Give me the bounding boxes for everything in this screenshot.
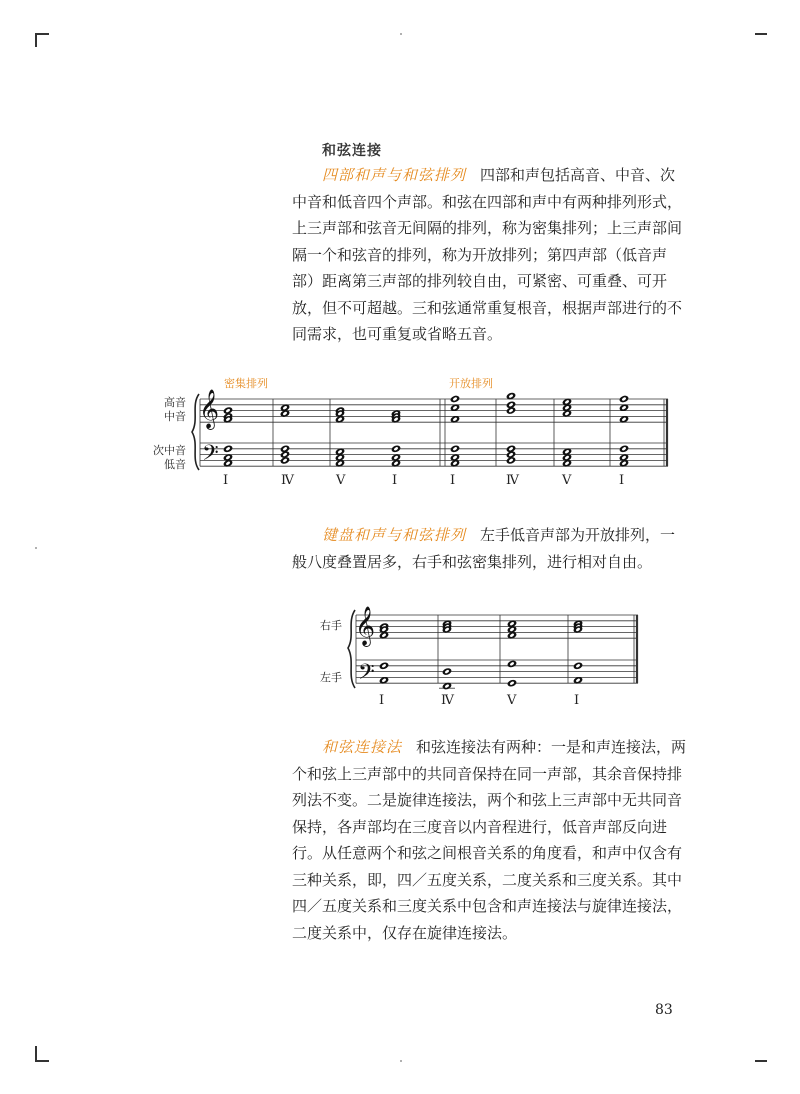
label-open-position: 开放排列 xyxy=(449,377,493,390)
roman-numeral: I xyxy=(392,473,398,488)
bar-lines xyxy=(356,615,637,683)
term-keyboard-harmony: 键盘和声与和弦排列 xyxy=(322,526,467,544)
term-four-part-harmony: 四部和声与和弦排列 xyxy=(322,166,467,184)
staff-lines xyxy=(356,615,638,683)
note-head xyxy=(442,667,453,676)
note-head xyxy=(573,661,584,670)
bass-clef-icon: 𝄢 xyxy=(358,660,375,690)
note-head xyxy=(379,661,390,670)
note-head xyxy=(507,659,518,668)
roman-numeral: I xyxy=(450,473,456,488)
term-chord-connection: 和弦连接法 xyxy=(322,738,403,756)
roman-numeral: I xyxy=(619,473,625,488)
paragraph-chord-connection xyxy=(292,734,688,946)
voice-label-soprano: 高音 xyxy=(164,396,186,409)
note-head xyxy=(507,679,518,688)
paragraph-text: 左手低音声部为开放排列，一般八度叠置居多，右手和弦密集排列，进行相对自由。 xyxy=(292,526,676,571)
note-heads xyxy=(379,619,584,690)
voice-label-right-hand: 右手 xyxy=(320,619,342,632)
label-close-position: 密集排列 xyxy=(224,377,268,390)
roman-numeral: I xyxy=(379,693,385,708)
voice-label-bass: 低音 xyxy=(164,458,186,471)
roman-numeral: Ⅳ xyxy=(281,473,294,488)
brace-icon xyxy=(348,610,355,688)
treble-clef-icon: 𝄞 xyxy=(355,606,376,646)
section-title: 和弦连接 xyxy=(322,143,382,159)
roman-numeral: V xyxy=(336,473,346,488)
voice-label-tenor: 次中音 xyxy=(153,444,186,457)
voice-label-alto: 中音 xyxy=(164,410,186,423)
paragraph-text: 四部和声包括高音、中音、次中音和低音四个声部。和弦在四部和声中有两种排列形式，上三声部和弦音无间隔的排列，称为密集排列；上三声部间隔一个和弦音的排列，称为开放排列；第四声部（低音声部）距离第三声部的排列较自由，可紧密、可重叠、可开放，但不可超越。三和弦通常重复根音，根据声部进行的不同需求，也可重复或省略五音。 xyxy=(292,166,683,343)
roman-numeral: I xyxy=(223,473,229,488)
voice-label-left-hand: 左手 xyxy=(320,671,342,684)
roman-numeral: Ⅳ xyxy=(441,693,454,708)
treble-clef-icon: 𝄞 xyxy=(199,389,220,429)
roman-numeral: V xyxy=(562,473,572,488)
roman-numeral: V xyxy=(507,693,517,708)
roman-numeral: I xyxy=(574,693,580,708)
paragraph-text: 和弦连接法有两种：一是和声连接法，两个和弦上三声部中的共同音保持在同一声部，其余音保持排列法不变。二是旋律连接法，两个和弦上三声部中无共同音保持，各声部均在三度音以内音程进行，低音声部反向进行。从任意两个和弦之间根音关系的角度看，和声中仅含有三种关系，即，四／五度关系，二度关系和三度关系。其中四／五度关系和三度关系中包含和声连接法与旋律连接法，二度关系中，仅存在旋律连接法。 xyxy=(292,738,687,942)
bass-clef-icon: 𝄢 xyxy=(202,441,219,471)
page-number: 83 xyxy=(655,1002,673,1018)
roman-numeral: Ⅳ xyxy=(506,473,519,488)
